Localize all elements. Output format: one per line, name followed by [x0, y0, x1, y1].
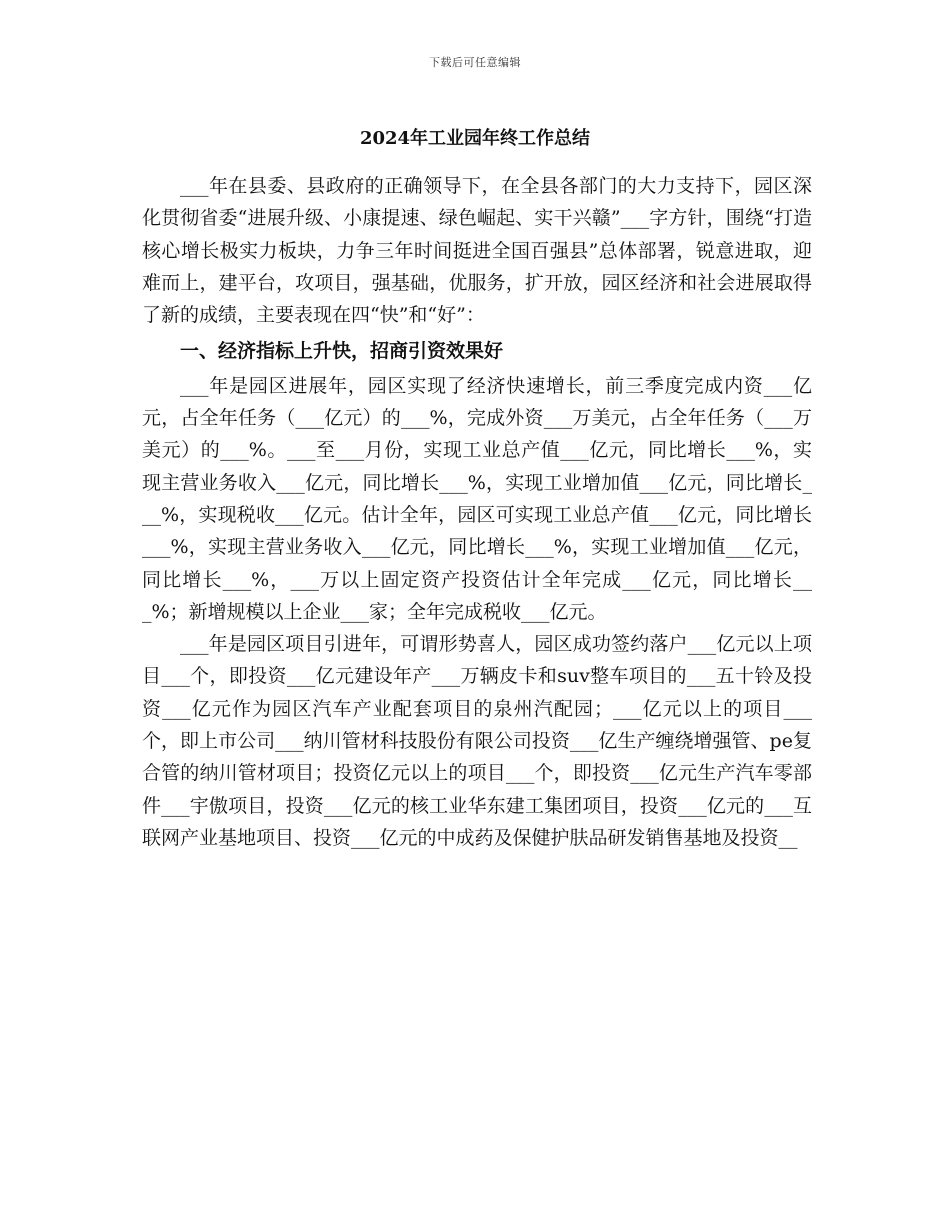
economic-indicators-paragraph: ___年是园区进展年，园区实现了经济快速增长，前三季度完成内资___亿元，占全年任务（___亿元）的___%，完成外资___万美元，占全年任务（___万美元）的___%。___至___月份，实现工业总产值___亿元，同比增长___%，实现主营业务收入___亿元，同比增长___%，实现工业增加值___亿元，同比增长___%，实现税收___亿元。估计全年，园区可实现工业总产值___亿元，同比增长___%，实现主营业务收入___亿元，同比增长___%，实现工业增加值___亿元，同比增长___%，___万以上固定资产投资估计全年完成___亿元，同比增长___%；新增规模以上企业___家；全年完成税收___亿元。 [142, 374, 812, 623]
document-body [142, 170, 812, 854]
section-heading-1: 一、经济指标上升快，招商引资效果好 [180, 340, 504, 363]
header-note: 下载后可任意编辑 [429, 56, 521, 69]
document-title: 2024年工业园年终工作总结 [359, 128, 591, 149]
project-introduction-paragraph: ___年是园区项目引进年，可谓形势喜人，园区成功签约落户___亿元以上项目___个，即投资___亿元建设年产___万辆皮卡和suv整车项目的___五十铃及投资___亿元作为园区汽车产业配套项目的泉州汽配园；___亿元以上的项目___个，即上市公司___纳川管材科技股份有限公司投资___亿生产缠绕增强管、pe复合管的纳川管材项目；投资亿元以上的项目___个，即投资___亿元生产汽车零部件___宇傲项目，投资___亿元的核工业华东建工集团项目，投资___亿元的___互联网产业基地项目、投资___亿元的中成药及保健护肤品研发销售基地及投资__ [142, 633, 812, 849]
intro-paragraph: ___年在县委、县政府的正确领导下，在全县各部门的大力支持下，园区深化贯彻省委“进展升级、小康提速、绿色崛起、实干兴赣”___字方针，围绕“打造核心增长极实力板块，力争三年时间挺进全国百强县”总体部署，锐意进取，迎难而上，建平台，攻项目，强基础，优服务，扩开放，园区经济和社会进展取得了新的成绩，主要表现在四“快”和“好”： [142, 175, 812, 327]
